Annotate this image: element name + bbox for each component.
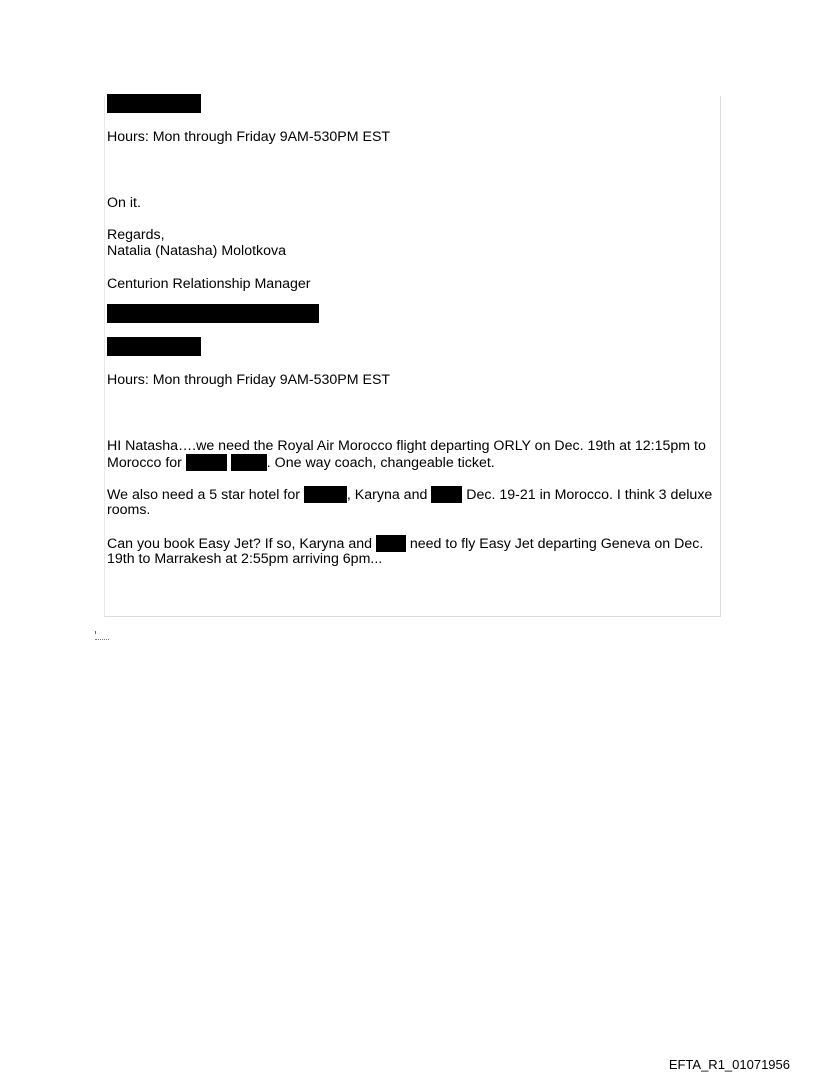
redaction-block: [107, 304, 319, 323]
hours-text: Hours: Mon through Friday 9AM-530PM EST: [107, 129, 391, 145]
text-segment: Morocco for: [107, 455, 186, 471]
redaction-block: [107, 94, 201, 113]
text-segment: need to fly Easy Jet departing Geneva on Dec.: [405, 536, 704, 552]
text-segment: , Karyna and: [346, 487, 432, 503]
redaction-block: [186, 454, 227, 471]
text-segment: Can you book Easy Jet? If so, Karyna and: [107, 536, 376, 552]
sender-title: Centurion Relationship Manager: [107, 276, 311, 292]
text-segment: . One way coach, changeable ticket.: [266, 455, 495, 471]
request-line: [107, 454, 495, 471]
regards-text: Regards,: [107, 227, 165, 243]
reply-text: On it.: [107, 195, 141, 211]
request-line: [107, 486, 712, 503]
scan-mark: [95, 631, 109, 640]
request-line: rooms.: [107, 502, 151, 518]
request-line: [107, 535, 703, 552]
redaction-block: [231, 454, 267, 471]
hours-text: Hours: Mon through Friday 9AM-530PM EST: [107, 372, 391, 388]
text-segment: Dec. 19-21 in Morocco. I think 3 deluxe: [462, 487, 713, 503]
request-line: HI Natasha….we need the Royal Air Morocco flight departing ORLY on Dec. 19th at 12:15pm to: [107, 438, 706, 454]
request-line: 19th to Marrakesh at 2:55pm arriving 6pm...: [107, 551, 383, 567]
redaction-block: [304, 486, 347, 503]
redaction-block: [107, 337, 201, 356]
document-id: EFTA_R1_01071956: [668, 1057, 790, 1072]
redaction-block: [376, 535, 406, 552]
redaction-block: [431, 486, 462, 503]
text-segment: We also need a 5 star hotel for: [107, 487, 304, 503]
sender-name: Natalia (Natasha) Molotkova: [107, 243, 286, 259]
